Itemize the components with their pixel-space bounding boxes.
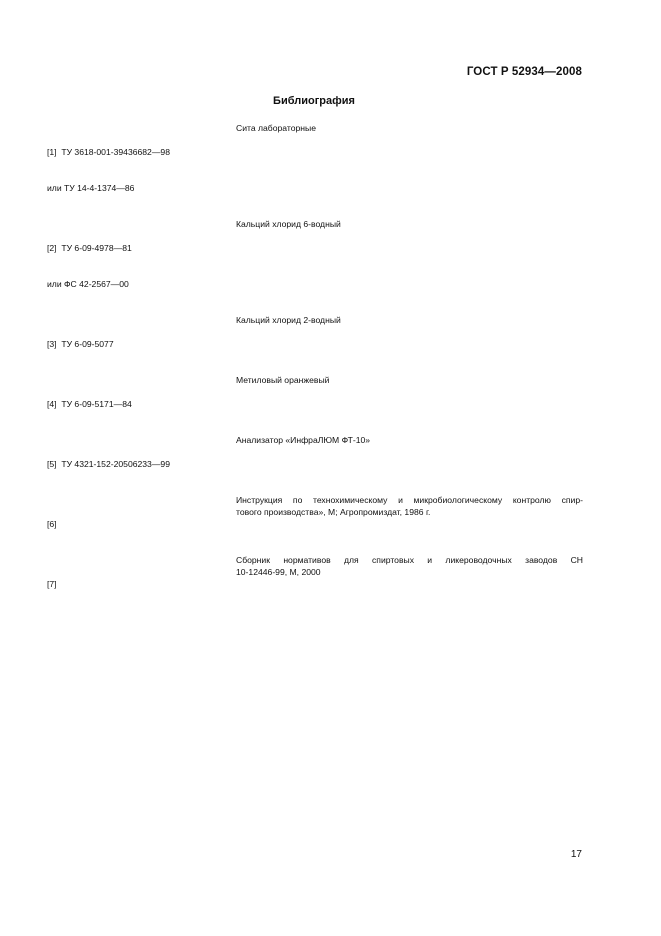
description-line: Сборник нормативов для спиртовых и ликероводочных заводов СН	[236, 555, 583, 565]
bibliography-reference	[47, 218, 236, 314]
description-line: Инструкция по технохимическому и микробиологическому контролю спир-	[236, 495, 583, 505]
bibliography-reference	[47, 374, 236, 434]
description-line: Анализатор «ИнфраЛЮМ ФТ-10»	[236, 435, 371, 445]
bibliography-reference	[47, 122, 236, 218]
bibliography-entry-5	[47, 434, 583, 494]
reference-line: [7]	[47, 579, 57, 589]
bibliography-description	[236, 374, 583, 386]
description-line: Метиловый оранжевый	[236, 375, 330, 385]
bibliography-description	[236, 554, 583, 578]
description-line: Кальций хлорид 6-водный	[236, 219, 341, 229]
reference-line: [5] ТУ 4321-152-20506233—99	[47, 459, 170, 469]
description-line: тового производства», М; Агропромиздат, 1986 г.	[236, 507, 431, 517]
bibliography-description	[236, 434, 583, 446]
standard-code-header: ГОСТ Р 52934—2008	[466, 66, 582, 78]
description-line: Сита лабораторные	[236, 123, 316, 133]
reference-line: [3] ТУ 6-09-5077	[47, 339, 114, 349]
bibliography-entry-1	[47, 122, 583, 218]
reference-line: [6]	[47, 519, 57, 529]
bibliography-reference	[47, 494, 236, 554]
bibliography-entry-7	[47, 554, 583, 614]
bibliography-reference	[47, 554, 236, 614]
page-number: 17	[570, 849, 582, 860]
bibliography-list	[47, 122, 583, 614]
bibliography-title: Библиография	[273, 95, 355, 107]
bibliography-entry-4	[47, 374, 583, 434]
bibliography-description	[236, 314, 583, 326]
description-line: 10-12446-99, М, 2000	[236, 567, 321, 577]
bibliography-reference	[47, 314, 236, 374]
bibliography-description	[236, 122, 583, 134]
reference-line: или ФС 42-2567—00	[47, 279, 129, 289]
bibliography-description	[236, 218, 583, 230]
reference-line: или ТУ 14-4-1374—86	[47, 183, 135, 193]
reference-line: [2] ТУ 6-09-4978—81	[47, 243, 132, 253]
bibliography-description	[236, 494, 583, 518]
description-line: Кальций хлорид 2-водный	[236, 315, 341, 325]
bibliography-entry-6	[47, 494, 583, 554]
reference-line: [4] ТУ 6-09-5171—84	[47, 399, 132, 409]
bibliography-entry-2	[47, 218, 583, 314]
reference-line: [1] ТУ 3618-001-39436682—98	[47, 147, 170, 157]
bibliography-reference	[47, 434, 236, 494]
bibliography-entry-3	[47, 314, 583, 374]
